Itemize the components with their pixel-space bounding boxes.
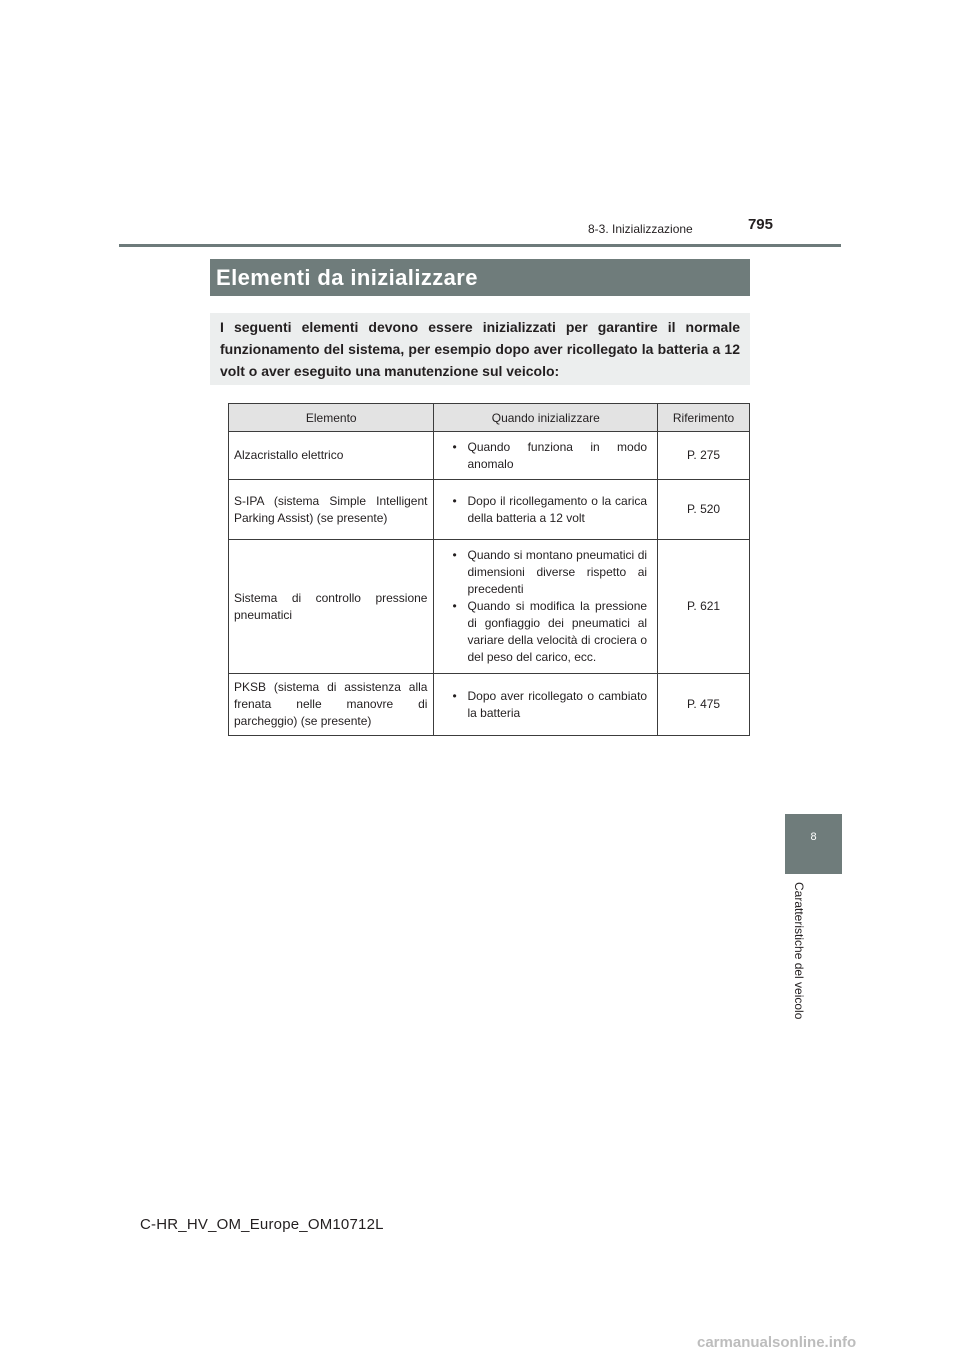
condition-list <box>452 688 647 722</box>
page-header <box>560 214 775 240</box>
chapter-number: 8 <box>810 831 817 843</box>
when-cell <box>434 674 658 736</box>
item-cell: Alzacristallo elettrico <box>229 432 434 480</box>
condition-item: • Quando funziona in modo anomalo <box>452 439 647 473</box>
watermark: carmanualsonline.info <box>697 1334 857 1351</box>
section-title: Elementi da inizializzare <box>216 265 478 290</box>
when-cell <box>434 432 658 480</box>
page-number: 795 <box>747 216 773 233</box>
table-row <box>229 480 750 540</box>
header-rule <box>119 244 841 247</box>
table-row <box>229 432 750 480</box>
item-cell: Sistema di controllo pressione pneumatici <box>229 540 434 674</box>
reference-cell: P. 621 <box>658 540 750 674</box>
reference-cell: P. 520 <box>658 480 750 540</box>
section-title-bar <box>210 259 750 296</box>
condition-item: • Dopo il ricollegamento o la carica della batteria a 12 volt <box>452 493 647 527</box>
initialization-table <box>228 403 750 736</box>
intro-box <box>210 313 750 385</box>
condition-item: • Quando si modifica la pressione di gonfiaggio dei pneumatici al variare della velocità di crociera o del peso del carico, ecc. <box>452 598 647 666</box>
table-header-row <box>229 404 750 432</box>
intro-text: I seguenti elementi devono essere inizializzati per garantire il normale funzionamento del sistema, per esempio dopo aver ricollegato la batteria a 12 volt o aver eseguito una manutenzione sul veicolo: <box>220 319 740 379</box>
reference-cell: P. 275 <box>658 432 750 480</box>
condition-list <box>452 439 647 473</box>
chapter-title: Caratteristiche del veicolo <box>792 882 806 1020</box>
table-row <box>229 540 750 674</box>
reference-cell: P. 475 <box>658 674 750 736</box>
when-cell <box>434 480 658 540</box>
table-row <box>229 674 750 736</box>
column-header-when: Quando inizializzare <box>434 404 658 432</box>
condition-list <box>452 547 647 666</box>
column-header-item: Elemento <box>229 404 434 432</box>
condition-list <box>452 493 647 527</box>
chapter-tab <box>785 814 842 874</box>
condition-item: • Dopo aver ricollegato o cambiato la batteria <box>452 688 647 722</box>
document-code: C-HR_HV_OM_Europe_OM10712L <box>140 1216 384 1233</box>
section-label: 8-3. Inizializzazione <box>588 222 693 236</box>
item-cell: PKSB (sistema di assistenza alla frenata nelle manovre di parcheggio) (se presente) <box>229 674 434 736</box>
condition-item: • Quando si montano pneumatici di dimensioni diverse rispetto ai precedenti <box>452 547 647 598</box>
item-cell: S-IPA (sistema Simple Intelligent Parking Assist) (se presente) <box>229 480 434 540</box>
when-cell <box>434 540 658 674</box>
column-header-reference: Riferimento <box>658 404 750 432</box>
